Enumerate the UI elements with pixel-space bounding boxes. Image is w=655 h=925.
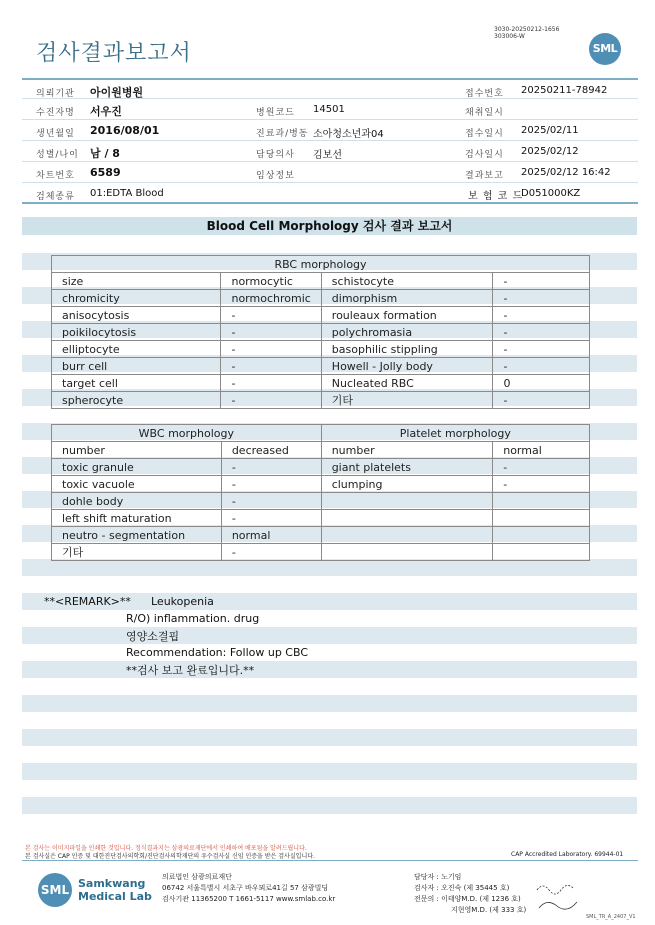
rbc-row-cell: rouleaux formation <box>321 307 493 324</box>
remark-line-2: R/O) inflammation. drug <box>126 612 260 625</box>
section-title: Blood Cell Morphology 검사 결과 보고서 <box>22 217 637 235</box>
rbc-row-cell: size <box>52 273 221 290</box>
wbc-platelet-row-cell: giant platelets <box>321 459 493 476</box>
rbc-row-cell: - <box>493 307 590 324</box>
wbc-platelet-row-cell: dohle body <box>52 493 222 510</box>
wbc-platelet-table <box>51 424 590 561</box>
remark-label: **<REMARK>** <box>44 595 131 608</box>
wbc-platelet-row-cell: - <box>221 544 321 561</box>
sml-footer-logo: SML <box>38 873 72 907</box>
remark-line-1: Leukopenia <box>151 595 214 608</box>
remark-line-4: Recommendation: Follow up CBC <box>126 646 309 659</box>
clinical-label: 임상정보 <box>256 171 295 181</box>
rbc-row <box>52 375 590 392</box>
org-name-line-2: Medical Lab <box>78 890 152 903</box>
rbc-row-cell: 기타 <box>321 392 493 409</box>
wbc-platelet-row-cell: number <box>52 442 222 459</box>
result-date-value: 2025/02/12 16:42 <box>521 167 611 178</box>
notice-print: 본 검사는 이미지파일을 인쇄한 것입니다. 정식결과지는 삼광의료재단에서 인쇄하여 배포됨을 알려드립니다. <box>25 845 307 852</box>
staff-list <box>414 872 526 916</box>
specimen-value: 01:EDTA Blood <box>90 188 164 199</box>
wbc-platelet-row <box>52 527 590 544</box>
rbc-row <box>52 290 590 307</box>
rbc-row-cell: burr cell <box>52 358 221 375</box>
wbc-platelet-row <box>52 442 590 459</box>
wbc-platelet-row-cell: normal <box>493 442 590 459</box>
rbc-row-cell: - <box>221 324 321 341</box>
header-row-chart <box>22 162 638 183</box>
form-version: SML_TR_A_2407_V1 <box>586 914 636 920</box>
wbc-platelet-row-cell <box>321 493 493 510</box>
header-row-birth <box>22 120 638 141</box>
wbc-platelet-row-cell: toxic vacuole <box>52 476 222 493</box>
stripe <box>22 559 637 576</box>
wbc-platelet-row-cell: - <box>221 493 321 510</box>
patient-value: 서우진 <box>90 105 122 118</box>
rbc-row-cell: - <box>221 392 321 409</box>
rbc-row-cell: - <box>221 358 321 375</box>
report-code-line-1: 3030-20250212-1656 <box>494 26 560 33</box>
rbc-header-row <box>52 256 590 273</box>
wbc-platelet-row <box>52 544 590 561</box>
header-row-sex <box>22 141 638 162</box>
chart-value: 6589 <box>90 166 121 179</box>
wbc-platelet-row <box>52 493 590 510</box>
wbc-platelet-row-cell <box>321 510 493 527</box>
receipt-no-label: 접수번호 <box>465 89 504 99</box>
remark-line-5: **검사 보고 완료입니다.** <box>126 664 255 677</box>
birth-label: 생년월일 <box>36 129 75 139</box>
wbc-platelet-row <box>52 476 590 493</box>
rbc-row <box>52 358 590 375</box>
rbc-row-cell: Nucleated RBC <box>321 375 493 392</box>
rbc-row-cell: - <box>493 324 590 341</box>
rbc-row <box>52 273 590 290</box>
doctor-value: 김보선 <box>313 150 342 161</box>
wbc-platelet-row-cell: number <box>321 442 493 459</box>
stripe <box>22 729 637 746</box>
rbc-row-cell: - <box>221 341 321 358</box>
wbc-platelet-row-cell: - <box>221 476 321 493</box>
cap-accreditation: CAP Accredited Laboratory. 69944-01 <box>511 851 624 858</box>
report-title: 검사결과보고서 <box>36 41 192 66</box>
rbc-row-cell: 0 <box>493 375 590 392</box>
staff-line-4: 지현영M.D. (제 333 호) <box>451 906 527 914</box>
signature <box>535 880 585 914</box>
receipt-date-label: 접수일시 <box>465 129 504 139</box>
remark-line-3: 영양소결핍 <box>126 630 180 643</box>
rbc-row-cell: schistocyte <box>321 273 493 290</box>
rbc-row-cell: - <box>221 307 321 324</box>
org-address <box>162 872 335 905</box>
stripe <box>22 797 637 814</box>
rbc-row-cell: chromicity <box>52 290 221 307</box>
chart-label: 차트번호 <box>36 171 75 181</box>
signature-stroke <box>537 885 573 894</box>
hospital-code-value: 14501 <box>313 104 345 115</box>
rbc-row <box>52 341 590 358</box>
staff-line-1: 담당자 : 노기임 <box>414 873 462 881</box>
patient-label: 수진자명 <box>36 108 75 118</box>
platelet-title: Platelet morphology <box>321 425 589 442</box>
stripe <box>22 661 637 678</box>
dept-value: 소아청소년과04 <box>313 129 384 140</box>
rbc-row-cell: spherocyte <box>52 392 221 409</box>
stripe <box>22 695 637 712</box>
wbc-platelet-row-cell: toxic granule <box>52 459 222 476</box>
org-name <box>78 877 152 903</box>
rbc-row-cell: - <box>493 392 590 409</box>
header-row-specimen <box>22 183 638 204</box>
insurance-value: D051000KZ <box>521 188 581 199</box>
wbc-platelet-row-cell: - <box>221 459 321 476</box>
test-date-value: 2025/02/12 <box>521 146 579 157</box>
signature-stroke <box>539 902 577 909</box>
org-name-line-1: Samkwang <box>78 877 146 890</box>
wbc-platelet-row-cell: neutro - segmentation <box>52 527 222 544</box>
org-address-line-3: 검사기관 11365200 T 1661-5117 www.smlab.co.kr <box>162 895 336 903</box>
wbc-platelet-row-cell: decreased <box>221 442 321 459</box>
wbc-platelet-row-cell <box>493 527 590 544</box>
wbc-platelet-row-cell: left shift maturation <box>52 510 222 527</box>
rbc-row <box>52 392 590 409</box>
wbc-title: WBC morphology <box>52 425 322 442</box>
sex-age-value: 남 / 8 <box>90 147 120 160</box>
wbc-platelet-row-cell: - <box>493 476 590 493</box>
wbc-platelet-row-cell: - <box>493 459 590 476</box>
rbc-row-cell: elliptocyte <box>52 341 221 358</box>
receipt-no-value: 20250211-78942 <box>521 85 608 96</box>
rbc-table <box>51 255 590 409</box>
rbc-row <box>52 324 590 341</box>
dept-label: 진료과/병동 <box>256 129 309 139</box>
report-code-line-2: 303006-W <box>494 33 525 40</box>
doctor-label: 담당의사 <box>256 150 295 160</box>
rbc-title: RBC morphology <box>52 256 590 273</box>
wbc-platelet-row-cell <box>493 493 590 510</box>
rbc-row-cell: - <box>493 273 590 290</box>
receipt-date-value: 2025/02/11 <box>521 125 579 136</box>
wbc-platelet-row <box>52 459 590 476</box>
rbc-row-cell: basophilic stippling <box>321 341 493 358</box>
institution-value: 아이원병원 <box>90 86 144 99</box>
rbc-row-cell: - <box>493 358 590 375</box>
org-address-line-1: 의료법인 삼광의료재단 <box>162 873 232 881</box>
notice-certification: 본 검사실은 CAP 인증 및 대한진단검사의학회/진단검사의학재단의 우수검사실 신임 인증을 받은 검사실입니다. <box>25 853 315 860</box>
rbc-row-cell: polychromasia <box>321 324 493 341</box>
rbc-row-cell: poikilocytosis <box>52 324 221 341</box>
specimen-label: 검체종류 <box>36 192 75 202</box>
rbc-row-cell: Howell - Jolly body <box>321 358 493 375</box>
rbc-row-cell: - <box>221 375 321 392</box>
footer-divider <box>22 860 638 861</box>
test-date-label: 검사일시 <box>465 150 504 160</box>
wbc-platelet-row-cell <box>321 544 493 561</box>
rbc-row-cell: anisocytosis <box>52 307 221 324</box>
rbc-row-cell: - <box>493 341 590 358</box>
staff-line-3: 전문의 : 이태양M.D. (제 1236 호) <box>414 895 521 903</box>
collect-date-label: 채취일시 <box>465 108 504 118</box>
wbc-platelet-row-cell: - <box>221 510 321 527</box>
wbc-platelet-row-cell: normal <box>221 527 321 544</box>
hospital-code-label: 병원코드 <box>256 108 295 118</box>
institution-label: 의뢰기관 <box>36 89 75 99</box>
rbc-row-cell: dimorphism <box>321 290 493 307</box>
rbc-row-cell: - <box>493 290 590 307</box>
org-address-line-2: 06742 서울특별시 서초구 바우뫼로41길 57 삼광빌딩 <box>162 884 329 892</box>
rbc-row-cell: normocytic <box>221 273 321 290</box>
wbc-platelet-row-cell <box>493 544 590 561</box>
header-row-patient <box>22 99 638 120</box>
wbc-platelet-row-cell <box>493 510 590 527</box>
stripe <box>22 627 637 644</box>
staff-line-2: 검사자 : 오진숙 (제 35445 호) <box>414 884 510 892</box>
header-row-institution <box>22 78 638 99</box>
insurance-label: 보 험 코 드 <box>468 191 524 202</box>
rbc-row-cell: normochromic <box>221 290 321 307</box>
stripe <box>22 763 637 780</box>
report-code <box>494 26 559 40</box>
birth-value: 2016/08/01 <box>90 124 160 137</box>
wbc-platelet-row-cell: 기타 <box>52 544 222 561</box>
wbc-platelet-header-row <box>52 425 590 442</box>
sml-logo: SML <box>589 33 621 65</box>
wbc-platelet-row-cell <box>321 527 493 544</box>
rbc-row <box>52 307 590 324</box>
sex-age-label: 성별/나이 <box>36 150 79 160</box>
wbc-platelet-row-cell: clumping <box>321 476 493 493</box>
rbc-row-cell: target cell <box>52 375 221 392</box>
result-date-label: 결과보고 <box>465 171 504 181</box>
wbc-platelet-row <box>52 510 590 527</box>
